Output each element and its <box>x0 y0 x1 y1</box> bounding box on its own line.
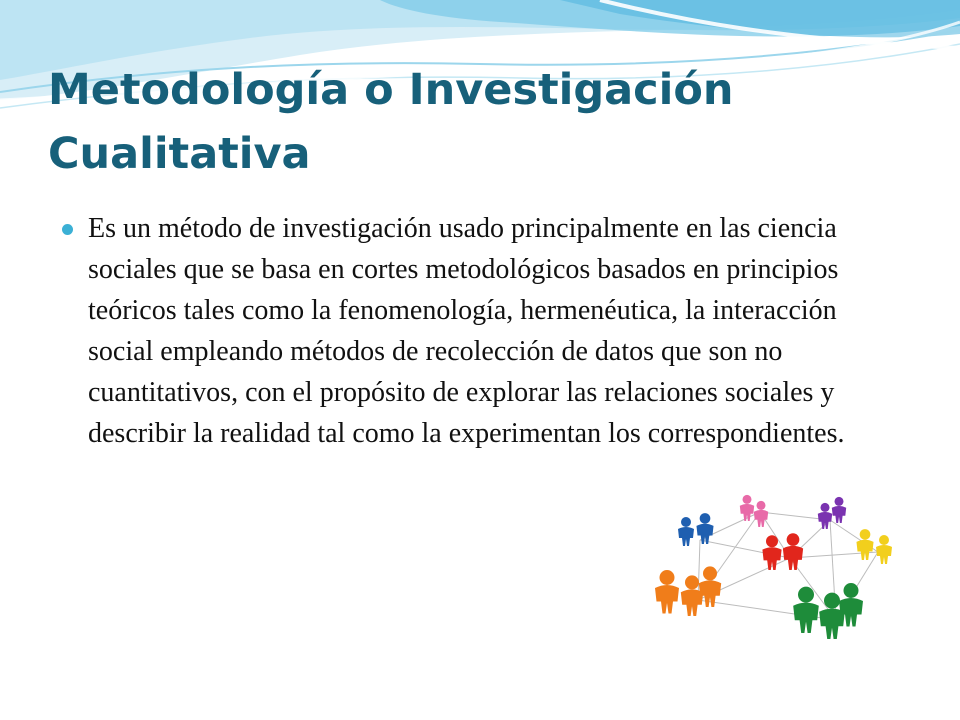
red-figures-icon <box>762 533 803 570</box>
blue-figures-icon <box>678 513 714 546</box>
people-network-image <box>640 460 920 692</box>
bullet-text: Es un método de investigación usado principalmente en las ciencia sociales que se basa en cortes metodológicos basados en principios teóricos tales como la fenomenología, hermenéutica, la interacción social empleando métodos de recolección de datos que son no cuantitativos, con el propósito de explorar las relaciones sociales y describir la realidad tal como la experimentan los correspondientes. <box>88 213 845 449</box>
orange-figures-icon <box>655 566 721 616</box>
bullet-point-icon <box>62 224 73 235</box>
bullet-item <box>62 208 912 454</box>
pink-figures-icon <box>740 495 768 527</box>
bullet-list <box>62 208 912 454</box>
green-figures-icon <box>793 583 863 639</box>
purple-figures-icon <box>818 497 846 529</box>
slide-title: Metodología o Investigación Cualitativa <box>48 65 734 179</box>
